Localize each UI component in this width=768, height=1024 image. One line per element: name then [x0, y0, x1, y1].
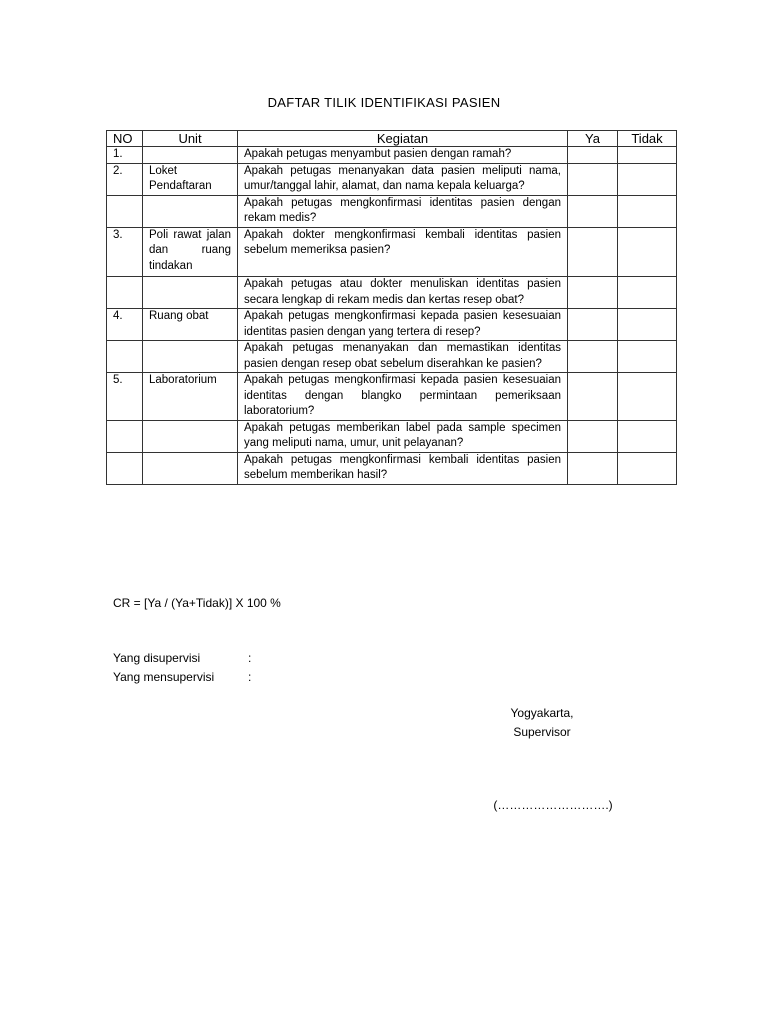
- row-number: [107, 195, 143, 227]
- row-kegiatan: Apakah petugas memberikan label pada sample specimen yang meliputi nama, umur, unit pelayanan?: [238, 420, 568, 452]
- header-tidak: Tidak: [618, 131, 677, 147]
- row-kegiatan: Apakah petugas mengkonfirmasi kepada pasien kesesuaian identitas pasien dengan yang tertera di resep?: [238, 309, 568, 341]
- checkbox-ya[interactable]: [568, 341, 618, 373]
- supervised-row: [113, 651, 251, 665]
- checkbox-ya[interactable]: [568, 373, 618, 421]
- checkbox-tidak[interactable]: [618, 195, 677, 227]
- supervisor-row: [113, 670, 251, 684]
- row-unit: Ruang obat: [143, 309, 238, 341]
- table-row: [107, 309, 677, 341]
- checkbox-tidak[interactable]: [618, 227, 677, 277]
- checkbox-tidak[interactable]: [618, 309, 677, 341]
- cr-formula: CR = [Ya / (Ya+Tidak)] X 100 %: [113, 596, 281, 610]
- checklist-table: [106, 130, 677, 485]
- document-title: DAFTAR TILIK IDENTIFIKASI PASIEN: [267, 95, 501, 110]
- row-number: 5.: [107, 373, 143, 421]
- checkbox-ya[interactable]: [568, 195, 618, 227]
- checkbox-tidak[interactable]: [618, 373, 677, 421]
- row-kegiatan: Apakah petugas menanyakan dan memastikan identitas pasien dengan resep obat sebelum diserahkan ke pasien?: [238, 341, 568, 373]
- header-kegiatan: Kegiatan: [238, 131, 568, 147]
- checkbox-ya[interactable]: [568, 277, 618, 309]
- row-number: [107, 452, 143, 484]
- row-kegiatan: Apakah petugas mengkonfirmasi kembali identitas pasien sebelum memberikan hasil?: [238, 452, 568, 484]
- supervised-colon: :: [248, 651, 252, 665]
- supervisor-label: Yang mensupervisi: [113, 670, 215, 684]
- row-number: 4.: [107, 309, 143, 341]
- row-unit: [143, 420, 238, 452]
- table-row: [107, 452, 677, 484]
- row-unit: [143, 147, 238, 164]
- row-number: 2.: [107, 163, 143, 195]
- row-unit: Loket Pendaftaran: [143, 163, 238, 195]
- row-unit: Poli rawat jalan dan ruang tindakan: [143, 227, 238, 277]
- checkbox-ya[interactable]: [568, 227, 618, 277]
- table-header-row: [107, 131, 677, 147]
- row-kegiatan: Apakah petugas atau dokter menuliskan identitas pasien secara lengkap di rekam medis dan kertas resep obat?: [238, 277, 568, 309]
- table-row: [107, 147, 677, 164]
- supervised-label: Yang disupervisi: [113, 651, 201, 665]
- row-unit: Laboratorium: [143, 373, 238, 421]
- row-number: 3.: [107, 227, 143, 277]
- header-no: NO: [107, 131, 143, 147]
- table-row: [107, 341, 677, 373]
- table-row: [107, 227, 677, 277]
- row-kegiatan: Apakah dokter mengkonfirmasi kembali identitas pasien sebelum memeriksa pasien?: [238, 227, 568, 277]
- signature-blank[interactable]: (……………………….): [493, 798, 613, 812]
- row-unit: [143, 341, 238, 373]
- checkbox-tidak[interactable]: [618, 147, 677, 164]
- checkbox-tidak[interactable]: [618, 420, 677, 452]
- checkbox-ya[interactable]: [568, 452, 618, 484]
- checkbox-tidak[interactable]: [618, 163, 677, 195]
- row-number: [107, 420, 143, 452]
- row-unit: [143, 195, 238, 227]
- table-row: [107, 163, 677, 195]
- header-ya: Ya: [568, 131, 618, 147]
- header-unit: Unit: [143, 131, 238, 147]
- supervisor-colon: :: [248, 670, 252, 684]
- checkbox-tidak[interactable]: [618, 277, 677, 309]
- table-row: [107, 373, 677, 421]
- checkbox-ya[interactable]: [568, 309, 618, 341]
- row-kegiatan: Apakah petugas mengkonfirmasi identitas pasien dengan rekam medis?: [238, 195, 568, 227]
- checkbox-ya[interactable]: [568, 147, 618, 164]
- table-row: [107, 195, 677, 227]
- table-row: [107, 277, 677, 309]
- row-kegiatan: Apakah petugas mengkonfirmasi kepada pasien kesesuaian identitas dengan blangko permintaan pemeriksaan laboratorium?: [238, 373, 568, 421]
- row-unit: [143, 452, 238, 484]
- checkbox-ya[interactable]: [568, 163, 618, 195]
- checkbox-tidak[interactable]: [618, 452, 677, 484]
- closing-role: Supervisor: [513, 725, 571, 739]
- row-number: [107, 277, 143, 309]
- table-row: [107, 420, 677, 452]
- checkbox-ya[interactable]: [568, 420, 618, 452]
- row-number: [107, 341, 143, 373]
- row-unit: [143, 277, 238, 309]
- checkbox-tidak[interactable]: [618, 341, 677, 373]
- row-number: 1.: [107, 147, 143, 164]
- row-kegiatan: Apakah petugas menyambut pasien dengan ramah?: [238, 147, 568, 164]
- row-kegiatan: Apakah petugas menanyakan data pasien meliputi nama, umur/tanggal lahir, alamat, dan nama kepala keluarga?: [238, 163, 568, 195]
- closing-place: Yogyakarta,: [510, 706, 574, 720]
